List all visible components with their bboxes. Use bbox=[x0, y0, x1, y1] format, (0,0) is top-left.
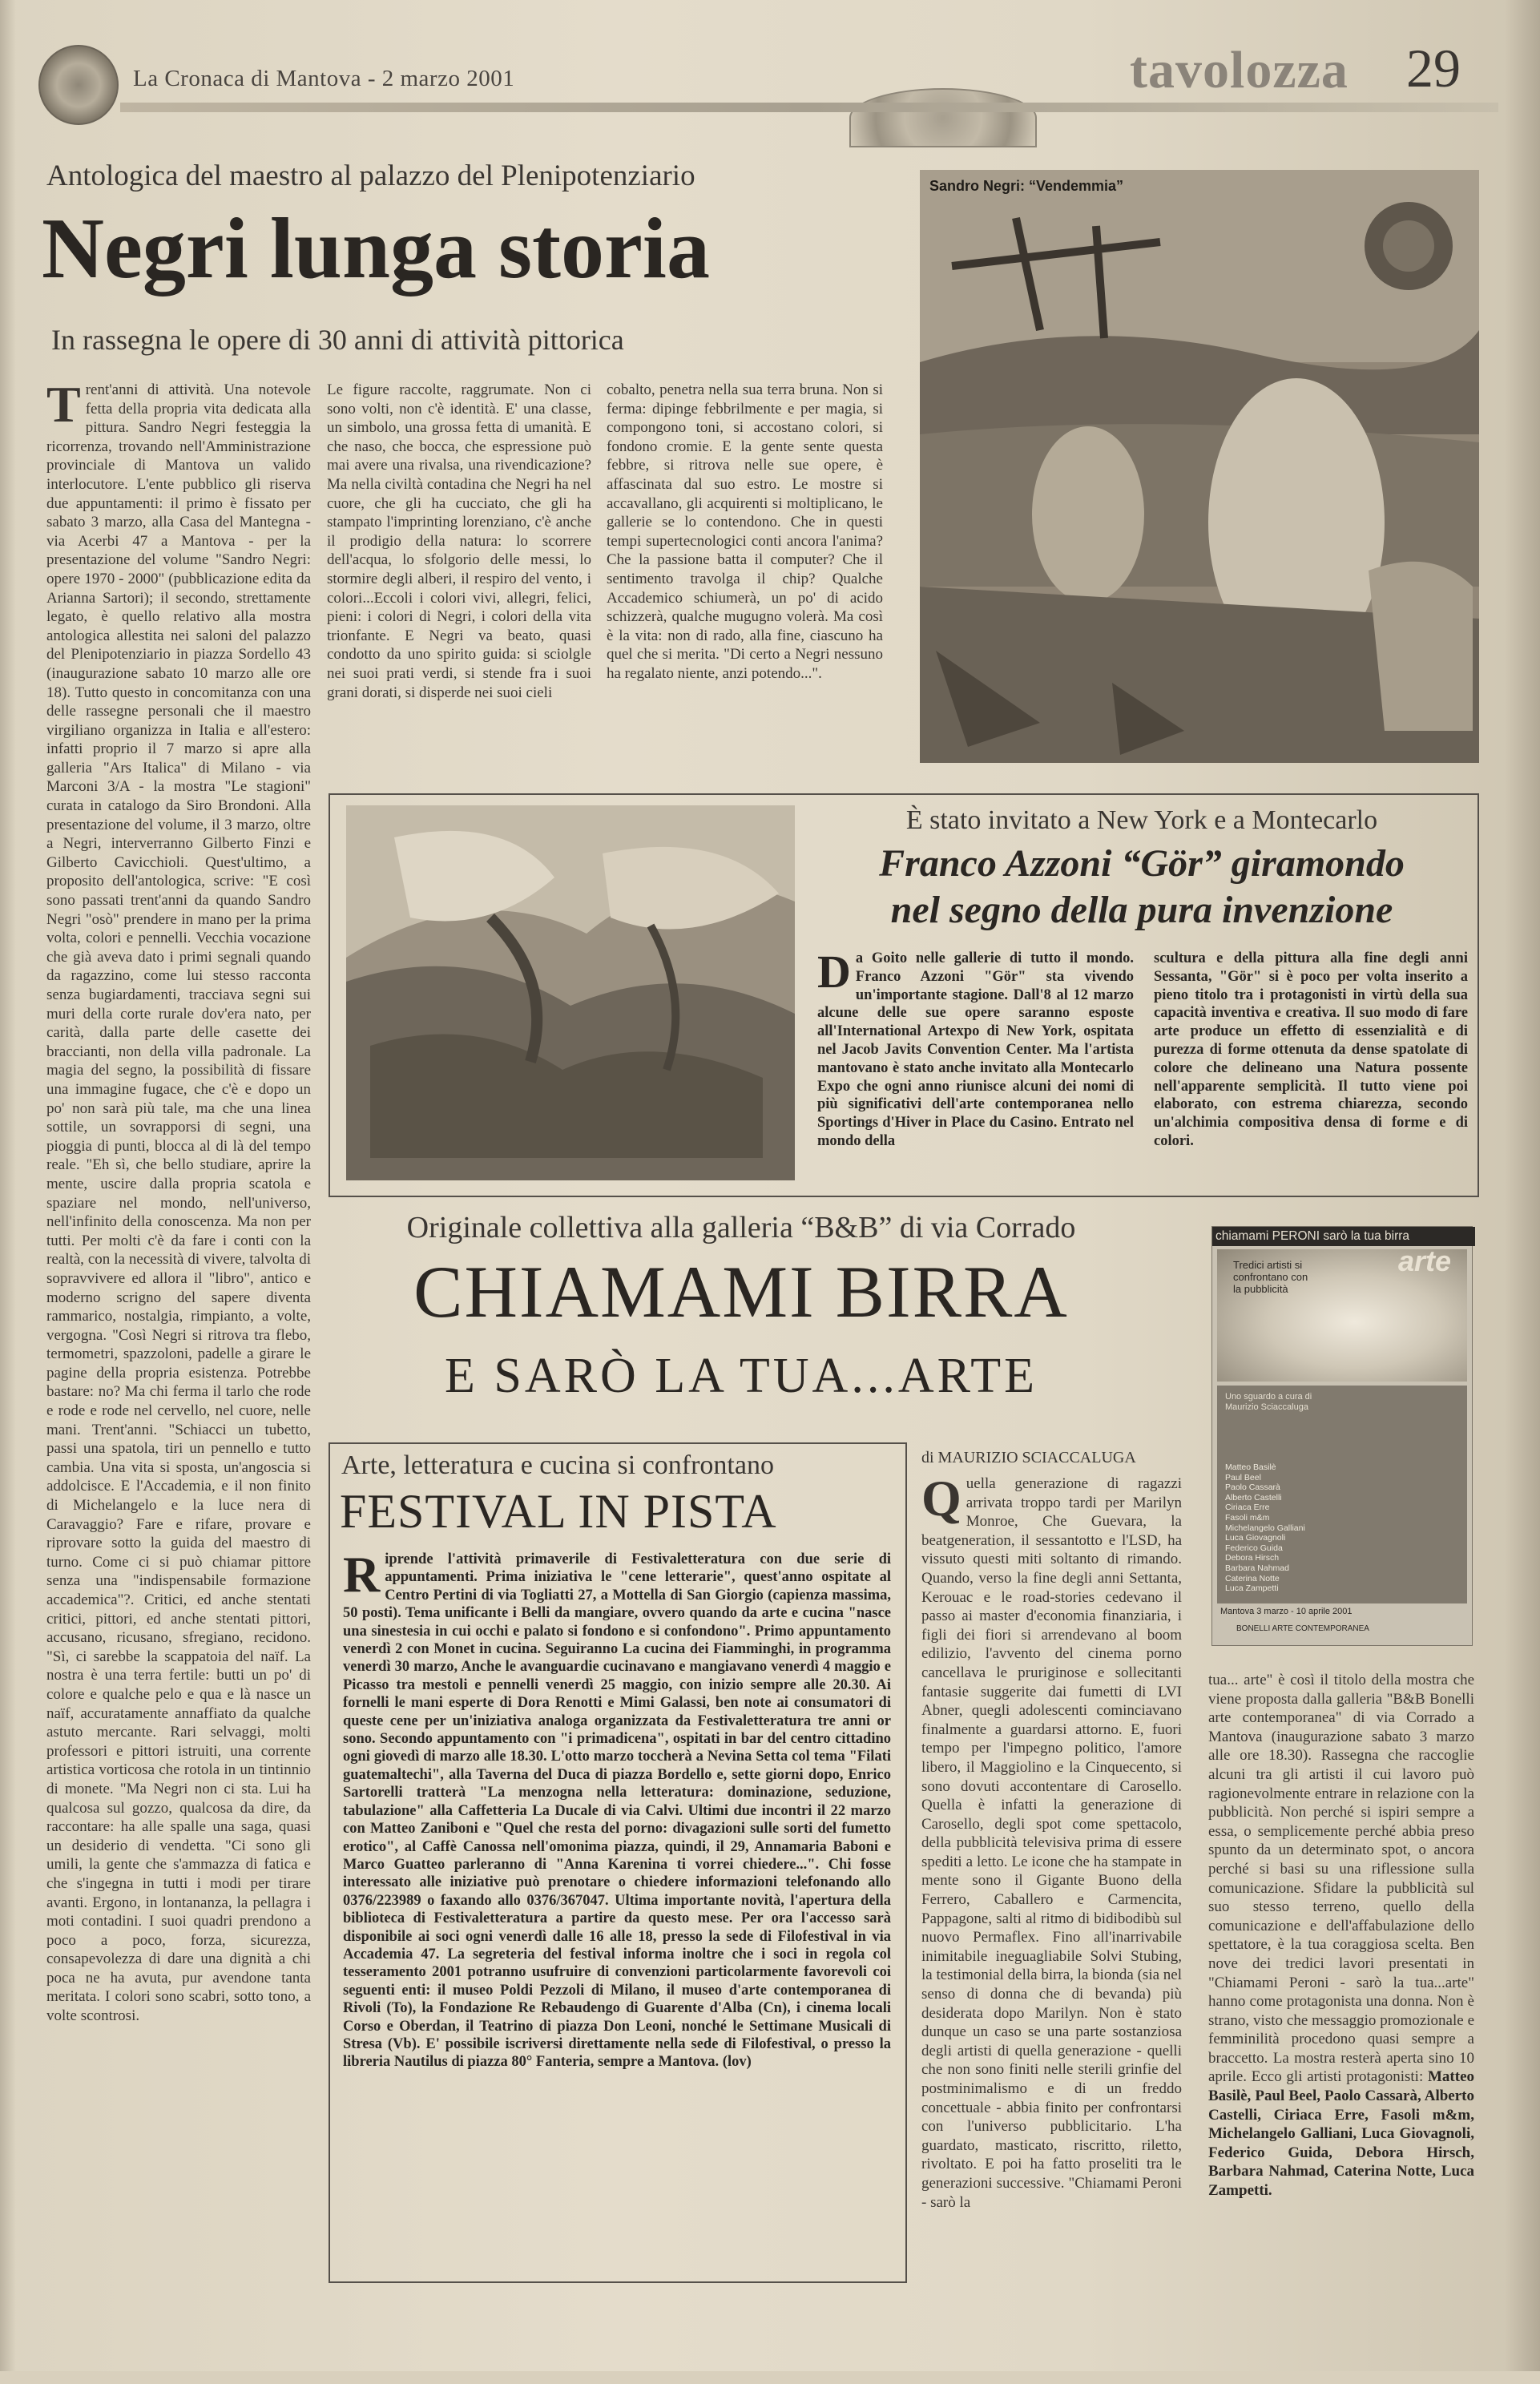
poster-name: Barbara Nahmad bbox=[1225, 1563, 1289, 1573]
article2-column-2 bbox=[1154, 950, 1468, 1182]
article3-headline-line2: E SARÒ LA TUA...ARTE bbox=[445, 1349, 1038, 1403]
poster-top-text: chiamami PERONI sarò la tua birra bbox=[1212, 1227, 1475, 1246]
poster-gallery: BONELLI ARTE CONTEMPORANEA bbox=[1236, 1624, 1369, 1633]
article1-column-1 bbox=[46, 376, 311, 2025]
article3-column-1 bbox=[921, 1470, 1183, 2384]
article1-column-3 bbox=[607, 381, 883, 765]
article2-column-1 bbox=[817, 946, 1134, 1182]
header-section: tavolozza bbox=[1130, 41, 1349, 99]
poster-name: Caterina Notte bbox=[1225, 1573, 1280, 1583]
poster-name: Fasoli m&m bbox=[1225, 1512, 1270, 1523]
poster-name: Luca Zampetti bbox=[1225, 1583, 1279, 1594]
poster-panel bbox=[1217, 1386, 1467, 1603]
header-paper-dateline: La Cronaca di Mantova - 2 marzo 2001 bbox=[133, 66, 515, 91]
vendemmia-painting bbox=[920, 170, 1479, 763]
poster-subtitle: Tredici artisti si confrontano con la pubblicità bbox=[1233, 1259, 1308, 1295]
article1-column-2 bbox=[327, 381, 591, 765]
poster-name: Debora Hirsch bbox=[1225, 1553, 1280, 1563]
article3-dropcap: Q bbox=[921, 1470, 961, 1527]
article3-col1-text: uella generazione di ragazzi arrivata troppo tardi per Marilyn Monroe, Che Guevara, la beatgeneration, il sessantotto e l'LSD, ha vissuto questi miti soltanto di rimando. Quando, verso la fine degli anni Settanta, Kerouac e le road-stories cedevano il passo ai master d'economia finanziaria, i figli dei fiori si arrendevano al boom edilizio, l'avvento del cinema porno cancellava le pruriginose e sollecitanti fantasie suggerite dai fumetti di LVI Abner, quegli adolescenti cominciavano finalmente a guardarsi attorno. E, fuori tempo per l'impegno politico, l'amore libero, il Maggiolino e la Cinquecento, si sono dovuti accontentare di Carosello. Quella è infatti la generazione di Carosello, degli spot come spettacolo, della pubblicità televisiva prima di essere spediti a letto. Le icone che ha stampate in mente sono il Gigante Buono della Ferrero, Caballero e Carmencita, Pappagone, salti al ritmo di bidibodibù sul nuovo Permaflex. Fino all'inarrivabile inimitabile ineguagliabile Solvi Stubing, la testimonial della birra, la bionda (sia nel senso di donna che di bevanda) più desiderata dopo Marilyn. Non è stato dunque un caso se una parte sostanziosa degli artisti di quella generazione - quelli che non sono finiti nelle sterili grinfie del postminimalismo e di un freddo concettuale - abbia finito per confrontarsi con l'universo pubblicitario. L'ha guardato, masticato, riscritto, riletto, rivoltato. E poi ha fatto proseliti tra le generazioni successive. "Chiamami Peroni - sarò la bbox=[921, 1475, 1183, 2211]
article2-headline-line1: Franco Azzoni “Gör” giramondo bbox=[879, 842, 1405, 885]
azzoni-painting-art bbox=[346, 805, 795, 1180]
header-band bbox=[120, 103, 1498, 112]
article4-body bbox=[343, 1546, 891, 2268]
poster-name: Paul Beel bbox=[1225, 1472, 1261, 1482]
article3-artists: Matteo Basilè, Paul Beel, Paolo Cassarà, Alberto Castelli, Ciriaca Erre, Fasoli m&m, Michelangelo Galliani, Luca Giovagnoli, Federico Guida, Debora Hirsch, Barbara Nahmad, Caterina Notte, Luca Zampetti. bbox=[1208, 2068, 1475, 2200]
article2-col1-text: a Goito nelle gallerie di tutto il mondo. Franco Azzoni "Gör" sta vivendo un'importante stagione. Dall'8 al 12 marzo alcune delle sue opere saranno esposte all'International Artexpo di New York, ospitata nel Jacob Javits Convention Center. Ma l'artista mantovano è stato anche invitato alla Montecarlo Expo che ogni anno riunisce alcuni dei nomi di più significativi dell'arte contemporanea nello Sportings d'Hiver in Place du Casino. Entrato nel mondo della bbox=[817, 950, 1134, 1149]
right-page-edge bbox=[1505, 0, 1540, 2371]
article4-kicker: Arte, letteratura e cucina si confrontano bbox=[341, 1450, 774, 1480]
peroni-poster bbox=[1211, 1226, 1473, 1646]
poster-name: Luca Giovagnoli bbox=[1225, 1533, 1286, 1543]
article4-body-text: iprende l'attività primaverile di Festivaletteratura con due serie di appuntamenti. Prima iniziativa le "cene letterarie", quest'anno ospitate al Centro Pertini di via Togliatti 27, a Mottella di San Giorgio (capienza massima, 50 posti). Tema unificante i Belli da mangiare, ovvero quando da arte e cucina "nasce una sinestesia in cui occhi e palato si fondono e si confondono". Primo appuntamento venerdì 2 con Monet in cucina. Seguiranno La cucina dei Fiamminghi, in programma venerdì 30 marzo, Anche le avanguardie cucinavano e mangiavano venerdì 4 maggio e Picasso tra mestoli e pennelli venerdì 25 maggio, con inizio sempre alle 20.30. Ai fornelli le mani esperte di Dora Renotti e Mimi Galassi, ben note ai consumatori di queste cene per un'iniziativa analoga organizzata da Festivaletteratura tre anni or sono. Secondo appuntamento con "i primadicena", ospitati in bar del centro cittadino ogni giovedì di marzo alle 18.30. L'otto marzo toccherà a Nevina Setta col tema "Filati guatemaltechi", alla Taverna del Duca di piazza Bordello e, sette giorni dopo, Enrico Sartorelli tratterà "La menzogna nella letteratura: dominazione, seduzione, tabulazione" alla Caffetteria La Ducale di via Calvi. Ultimi due incontri il 22 marzo con Matteo Zaniboni e "Quel che resta del porno: divagazioni sulle sorti del fumetto erotico", al Caffè Canossa nell'omonima piazza, quindi, il 29, Annamaria Baboni e Marco Guatteo parleranno di "Anna Karenina ti vorrei chiedere...". Chi fosse interessato alle iniziative può prenotare o chiedere informazioni telefonando allo 0376/223989 o faxando allo 0376/367047. Ultima importante novità, l'apertura della biblioteca di Festivaletteratura a partire da questo mese. Per ora l'accesso sarà disponibile ai soci ogni venerdì dalle 16 alle 18, presso la sede di Filofestival in via Accademia 47. La segreteria del festival informa inoltre che i soci in regola col tesseramento 2001 potranno usufruire di convenzioni particolarmente favorevoli coi seguenti enti: il museo Poldi Pezzoli di Milano, il museo d'arte contemporanea di Rivoli (To), la Fondazione Re Rebaudengo di Guarente d'Alba (Cn), i cinema locali Corso e Oberdan, il Teatrino di piazza Don Leoni, nonché le Settimane Musicali di Stresa (Vb). E' possibile iscriversi direttamente nella sede di Filofestival, o presso la libreria Nautilus di piazza 80° Fanteria, sempre a Mantova. (lov) bbox=[343, 1551, 891, 2071]
vendemmia-caption: Sandro Negri: “Vendemmia” bbox=[929, 178, 1124, 194]
article1-col1-text: rent'anni di attività. Una notevole fetta della propria vita dedicata alla pittura. Sandro Negri festeggia la ricorrenza, trovando nell'Amministrazione provinciale di Mantova un valido interlocutore. L'ente pubblico gli riserva due appuntamenti: il primo è fissato per sabato 3 marzo, alla Casa del Mantegna - via Acerbi 47 a Mantova - per la presentazione del volume "Sandro Negri: opere 1970 - 2000" (pubblicazione edita da Arianna Sartori); il secondo, strettamente legato, è quello relativo alla mostra antologica allestita nei saloni del palazzo del Plenipotenziario in piazza Sordello 43 (inaugurazione sabato 10 marzo alle ore 18). Tutto questo in concomitanza con una delle rassegne personali che il maestro virgiliano organizza in Italia e all'estero: infatti proprio il 7 marzo si apre alla galleria "Ars Italica" di Milano - via Marconi 3/A - la mostra "Le stagioni" curata in catalogo da Siro Brondoni. Alla presentazione del volume, il 3 marzo, oltre a Negri, interverranno Gilberto Finzi e Gilberto Cavicchioli. Quest'ultimo, a proposito dell'antologica, scrive: "E così sono passati trent'anni da quando Sandro Negri "osò" prendere in mano per la prima volta, colori e pennelli. Vecchia vocazione che già aveva dato i primi segnali quando da ragazzino, come lui stesso racconta senza bugiardamenti, tracciava segni sui muri della corte rurale dov'era nato, per carità, dalla parte delle casette dei braccianti, non della villa padronale. La magia del segno, la possibilità di fissare una immagine fugace, che c'è e dopo un po' non sarà più tale, ma che una linea sottile, un sovrapporsi di segni, una pioggia di punti, blocca al di là del tempo reale. "Eh sì, che bello studiare, aprire la mente, uscire dalla propria scatola e spaziare nel mondo, nell'universo, nell'infinito della conoscenza. Ma non per tutti. Per molti c'è da fare i conti con la realtà, con la necessità di vivere, talvolta di sopravvivere ed allora il "libro", antico e moderno scrigno del sapere diventa rammarico, nostalgia, rimpianto, a volte, vergogna. "Così Negri si ritrova tra flebo, termometri, spazzoloni, padelle a girare le pagine della propria esistenza. Potrebbe bastare: no? Ma chi ferma il tarlo che rode e rode e rode nel cervello, nel cuore, nelle mani. Trent'anni. "Schiacci un tubetto, passi una spatola, tiri un pennello e tutto cambia. Una vita si sposta, un'angoscia si addolcisce. E l'Accademia, e il non finito di Michelangelo e la luce nera di Caravaggio? Fare e rifare, provare e riprovare sotto la guida del maestro di turno. Come ci si può chiamar pittore senza una "indispensabile formazione accademica"?. Critici, ed anche stentati critici, pittori, ed anche stentati pittori, accusano, ricusano, sfregiano, recidono. "Sì, ci sarebbe la scappatoia del naïf. La nostra è una terra fertile: butti un po' di colore e qualche pelo e qua e là nasce un naïf, accuratamente annaffiato da qualche astuto mercante. Rari selvaggi, molti professori e pittori istruiti, una corrente artistica vorticosa che rotola in un tintinnio di monete. "Ma Negri non ci sta. Lui ha qualcosa sul gozzo, qualcosa da dire, da raccontare: ha alle spalle una saga, quasi un desiderio di vendetta. "Ci sono gli umili, la gente che s'ammazza di fatica e che s'ingegna in tutti i modi per tirare avanti. Ergono, in lontananza, la pellagra i moti contadini. I suoi quadri prendono a poco a poco, forza, sicurezza, consapevolezza di dare una dignità a chi poca ne ha avuta, pur avendone tanta meritata. I colori sono scabri, sotto tono, a volte scontrosi. bbox=[46, 381, 311, 2025]
poster-name: Michelangelo Galliani bbox=[1225, 1523, 1305, 1533]
poster-note: Uno sguardo a cura di Maurizio Sciaccaluga bbox=[1225, 1392, 1312, 1412]
newspaper-logo-icon bbox=[38, 45, 119, 125]
article3-kicker: Originale collettiva alla galleria “B&B” di via Corrado bbox=[406, 1211, 1076, 1244]
article2-kicker: È stato invitato a New York e a Montecarlo bbox=[905, 805, 1378, 835]
article1-dropcap: T bbox=[46, 376, 81, 433]
article1-col3-text: cobalto, penetra nella sua terra bruna. Non si ferma: dipinge febbrilmente e per magia, si compongono toni, si accostano colori, si fondono cromie. E la gente sente questa febbre, si ritrova nelle sue opere, è affascinata dal suo estro. Le mostre si accavallano, gli acquirenti si moltiplicano, le gallerie se lo contendono. Che in questi tempi supertecnologici conti ancora l'anima? Che la passione batta il computer? Che il sentimento travolga il chip? Qualche Accademico schiumerà, un po' di acido schizzerà, qualche mugugno volerà. Ma così è la vita: non di rado, alla fine, ciascuno ha quel che si merita. "Di certo a Negri nessuno ha regalato niente, anzi potendo...". bbox=[607, 381, 883, 682]
article2-dropcap: D bbox=[817, 946, 851, 998]
poster-name: Paolo Cassarà bbox=[1225, 1482, 1280, 1493]
poster-names bbox=[1225, 1462, 1385, 1594]
article4-headline: FESTIVAL IN PISTA bbox=[340, 1485, 777, 1538]
article3-column-2 bbox=[1208, 1671, 1474, 2328]
article4-dropcap: R bbox=[343, 1546, 381, 1603]
header-center-seal-icon bbox=[849, 88, 1037, 147]
article3-byline: di MAURIZIO SCIACCALUGA bbox=[921, 1449, 1136, 1466]
vendemmia-painting-art bbox=[920, 170, 1479, 763]
article2-col2-text: scultura e della pittura alla fine degli anni Sessanta, "Gör" si è poco per volta inserito a pieno titolo tra i protagonisti in virtù della sua capacità inventiva e creativa. Il suo modo di fare arte produce un effetto di essenzialità e di purezza di forme ottenuta da dense spatolate di colore che delineano una Natura possente nell'apparente semplicità. Il tutto viene poi elaborato, con estrema chiarezza, secondo un'alchimia compositiva densa di forme e di colori. bbox=[1154, 950, 1468, 1149]
left-page-edge bbox=[0, 0, 16, 2371]
poster-name: Ciriaca Erre bbox=[1225, 1503, 1270, 1513]
poster-dates: Mantova 3 marzo - 10 aprile 2001 bbox=[1220, 1607, 1353, 1616]
poster-arte-word: arte bbox=[1398, 1244, 1452, 1277]
article1-subhead: In rassegna le opere di 30 anni di attività pittorica bbox=[51, 324, 624, 356]
article2-headline-line2: nel segno della pura invenzione bbox=[890, 889, 1393, 931]
article1-col2-text: Le figure raccolte, raggrumate. Non ci sono volti, non c'è identità. E' una classe, un simbolo, una grossa fetta di umanità. E che naso, che bocca, che espressione può mai avere una rivalsa, una rivendicazione? Ma nella civiltà contadina che Negri ha nel cuore, che gli ha cucciato, che gli ha stampato l'imprinting lorenziano, c'è anche il prodigio della natura: lo scorrere dell'acqua, lo sfolgorio delle messi, lo stormire degli alberi, il respiro del vento, i colori...Eccoli i colori vivi, allegri, felici, pieni: i colori di Negri, i colori della vita trionfante. E Negri va beato, quasi condotto da uno spirito guida: si sciolgle nei suoi prati verdi, si stende fra i suoi grani dorati, si disperde nei suoi cieli bbox=[327, 381, 591, 701]
article1-kicker: Antologica del maestro al palazzo del Plenipotenziario bbox=[46, 159, 695, 192]
article3-headline-line1: CHIAMAMI BIRRA bbox=[413, 1251, 1069, 1333]
poster-name: Matteo Basilè bbox=[1225, 1462, 1276, 1472]
poster-name: Federico Guida bbox=[1225, 1543, 1283, 1553]
header-page-number: 29 bbox=[1406, 38, 1461, 99]
article1-headline: Negri lunga storia bbox=[42, 201, 710, 296]
azzoni-painting bbox=[346, 805, 795, 1180]
poster-name: Alberto Castelli bbox=[1225, 1492, 1282, 1503]
article3-col2-text: tua... arte" è così il titolo della mostra che viene proposta dalla galleria "B&B Bonelli arte contemporanea" di via Corrado a Mantova (inaugurazione sabato 3 marzo alle ore 18.30). Rassegna che raccoglie alcuni tra gli artisti il cui lavoro può ragionevolmente entrare in relazione con la pubblicità. Non perché si ispiri sempre a essa, o semplicemente perché abbia preso spunto da un determinato spot, o ancora perché si basi su una riflessione sulla comunicazione. Sfidare la pubblicità sul suo stesso terreno, quello della comunicazione e dell'affabulazione dello spettatore, è la tua coraggiosa scelta. Ben nove dei tredici lavori presentati in "Chiamami Peroni - sarò la tua...arte" hanno come protagonista una donna. Non è strano, visto che messaggio promozionale e femminilità procedono quasi sempre a braccetto. La mostra resterà aperta sino 10 aprile. Ecco gli artisti protagonisti: bbox=[1208, 1672, 1474, 2086]
